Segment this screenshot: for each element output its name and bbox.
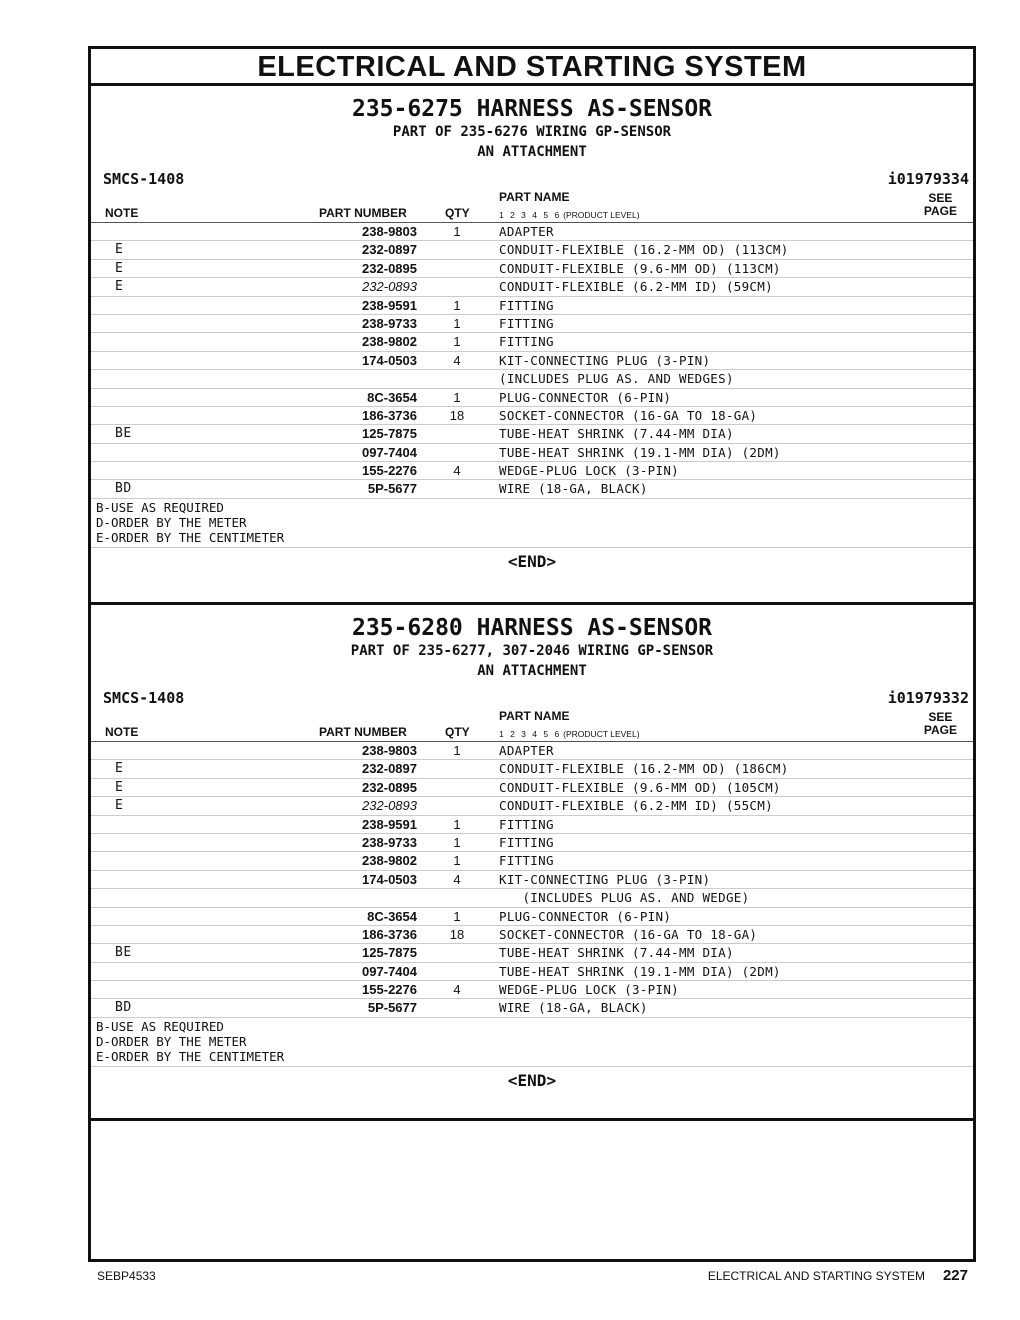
row-part-number: 238-9733 [362, 834, 417, 850]
row-part-number: 186-3736 [362, 407, 417, 423]
row-part-name: FITTING [499, 816, 554, 832]
note-line: B-USE AS REQUIRED [96, 1018, 224, 1034]
row-part-name: FITTING [499, 297, 554, 313]
row-part-name: (INCLUDES PLUG AS. AND WEDGES) [499, 371, 734, 387]
column-header [91, 190, 973, 223]
table-row [91, 889, 973, 907]
row-note: E [115, 260, 124, 276]
row-part-name: ADAPTER [499, 743, 554, 758]
row-part-name: KIT-CONNECTING PLUG (3-PIN) [499, 871, 711, 887]
footer-section-title: ELECTRICAL AND STARTING SYSTEM [707, 1269, 925, 1283]
col-qty: QTY [445, 206, 470, 220]
row-part-name: ADAPTER [499, 224, 554, 239]
row-part-name: WIRE (18-GA, BLACK) [499, 1000, 648, 1016]
row-note: E [115, 798, 124, 814]
table-row [91, 742, 973, 760]
row-part-number: 155-2276 [362, 982, 417, 998]
table-row [91, 852, 973, 870]
row-part-number: 238-9802 [362, 853, 417, 869]
table-row [91, 297, 973, 315]
page-title: ELECTRICAL AND STARTING SYSTEM [91, 49, 973, 86]
row-part-name: CONDUIT-FLEXIBLE (16.2-MM OD) (186CM) [499, 761, 789, 777]
parts-table [91, 742, 973, 1018]
section-header [91, 86, 973, 162]
harness-section [91, 605, 973, 1121]
end-marker: <END> [507, 1070, 557, 1090]
row-part-name: TUBE-HEAT SHRINK (7.44-MM DIA) [499, 945, 734, 961]
row-part-name: FITTING [499, 834, 554, 850]
row-part-number: 238-9803 [362, 224, 417, 239]
table-row [91, 908, 973, 926]
row-qty: 1 [453, 224, 461, 239]
row-part-number: 232-0897 [362, 761, 417, 777]
col-note: NOTE [105, 725, 139, 739]
smcs-row [91, 162, 973, 190]
row-part-name: PLUG-CONNECTOR (6-PIN) [499, 389, 672, 405]
harness-section [91, 86, 973, 605]
table-row [91, 779, 973, 797]
row-part-number: 174-0503 [362, 871, 417, 887]
row-part-number: 238-9591 [362, 816, 417, 832]
section-title: 235-6275 HARNESS AS-SENSOR [351, 96, 713, 122]
table-row [91, 797, 973, 815]
row-qty: 1 [453, 297, 461, 313]
row-part-name: TUBE-HEAT SHRINK (19.1-MM DIA) (2DM) [499, 963, 781, 979]
row-part-number: 125-7875 [362, 945, 417, 961]
row-qty: 1 [453, 908, 461, 924]
smcs-row [91, 681, 973, 709]
document-id: SEBP4533 [97, 1269, 156, 1283]
row-part-number: 238-9591 [362, 297, 417, 313]
table-row [91, 223, 973, 241]
table-row [91, 370, 973, 388]
table-row [91, 389, 973, 407]
row-note: E [115, 242, 124, 258]
row-part-number: 232-0893 [362, 798, 417, 814]
notes-legend [91, 499, 973, 548]
row-part-number: 174-0503 [362, 352, 417, 368]
table-row [91, 260, 973, 278]
row-note: E [115, 761, 124, 777]
smcs-code: SMCS-1408 [103, 170, 185, 188]
row-qty: 1 [453, 315, 461, 331]
row-part-name: FITTING [499, 334, 554, 350]
table-row [91, 816, 973, 834]
row-part-name: WEDGE-PLUG LOCK (3-PIN) [499, 463, 679, 479]
see-label: SEE [928, 710, 953, 724]
page-frame [88, 46, 976, 1262]
row-part-number: 125-7875 [362, 426, 417, 442]
row-part-name: TUBE-HEAT SHRINK (19.1-MM DIA) (2DM) [499, 444, 781, 460]
row-part-name: PLUG-CONNECTOR (6-PIN) [499, 908, 672, 924]
product-level-label: (PRODUCT LEVEL) [563, 729, 640, 739]
table-row [91, 352, 973, 370]
col-product-levels [499, 729, 640, 739]
col-note: NOTE [105, 206, 139, 220]
section-attachment: AN ATTACHMENT [477, 663, 587, 679]
table-row [91, 315, 973, 333]
col-qty: QTY [445, 725, 470, 739]
row-part-number: 155-2276 [362, 463, 417, 479]
col-part-number: PART NUMBER [319, 725, 407, 739]
table-row [91, 444, 973, 462]
illustration-ref: i01979334 [887, 170, 969, 188]
row-qty: 1 [453, 743, 461, 758]
section-header [91, 605, 973, 681]
row-part-name: TUBE-HEAT SHRINK (7.44-MM DIA) [499, 426, 734, 442]
row-qty: 18 [449, 407, 465, 423]
row-qty: 4 [453, 352, 461, 368]
page-number: 227 [942, 1267, 968, 1284]
smcs-code: SMCS-1408 [103, 689, 185, 707]
note-line: E-ORDER BY THE CENTIMETER [96, 529, 285, 545]
notes-legend [91, 1018, 973, 1067]
row-part-name: CONDUIT-FLEXIBLE (6.2-MM ID) (59CM) [499, 279, 773, 295]
row-part-name: (INCLUDES PLUG AS. AND WEDGE) [499, 890, 750, 906]
row-note: BD [115, 481, 132, 497]
row-qty: 1 [453, 334, 461, 350]
illustration-ref: i01979332 [887, 689, 969, 707]
footer-right [708, 1266, 968, 1286]
table-row [91, 999, 973, 1017]
col-product-levels [499, 210, 640, 220]
section-title: 235-6280 HARNESS AS-SENSOR [351, 615, 713, 641]
table-row [91, 278, 973, 296]
col-see-page [924, 711, 957, 737]
note-line: D-ORDER BY THE METER [96, 1033, 247, 1049]
row-qty: 4 [453, 463, 461, 479]
row-qty: 1 [453, 389, 461, 405]
row-part-name: SOCKET-CONNECTOR (16-GA TO 18-GA) [499, 407, 758, 423]
table-row [91, 480, 973, 498]
section-attachment: AN ATTACHMENT [477, 144, 587, 160]
row-part-number: 238-9802 [362, 334, 417, 350]
note-line: E-ORDER BY THE CENTIMETER [96, 1048, 285, 1064]
table-row [91, 834, 973, 852]
row-qty: 1 [453, 834, 461, 850]
row-part-number: 097-7404 [362, 963, 417, 979]
page-footer [97, 1266, 968, 1286]
parts-table [91, 223, 973, 499]
row-part-name: WIRE (18-GA, BLACK) [499, 481, 648, 497]
table-row [91, 981, 973, 999]
row-note: E [115, 279, 124, 295]
row-part-number: 232-0893 [362, 279, 417, 295]
row-qty: 1 [453, 816, 461, 832]
table-row [91, 871, 973, 889]
row-part-name: FITTING [499, 315, 554, 331]
section-part-of: PART OF 235-6276 WIRING GP-SENSOR [392, 124, 672, 140]
table-row [91, 333, 973, 351]
page-label: PAGE [923, 204, 957, 218]
row-note: BE [115, 426, 132, 442]
row-qty: 4 [453, 871, 461, 887]
level-numbers: 1 2 3 4 5 6 [499, 210, 560, 220]
note-line: D-ORDER BY THE METER [96, 514, 247, 530]
row-part-name: FITTING [499, 853, 554, 869]
col-part-number: PART NUMBER [319, 206, 407, 220]
row-part-number: 238-9803 [362, 743, 417, 758]
row-part-name: CONDUIT-FLEXIBLE (6.2-MM ID) (55CM) [499, 798, 773, 814]
table-row [91, 241, 973, 259]
note-line: B-USE AS REQUIRED [96, 499, 224, 515]
table-row [91, 760, 973, 778]
table-row [91, 407, 973, 425]
row-part-number: 097-7404 [362, 444, 417, 460]
row-part-number: 8C-3654 [367, 389, 417, 405]
col-see-page [924, 192, 957, 218]
product-level-label: (PRODUCT LEVEL) [563, 210, 640, 220]
row-part-number: 232-0895 [362, 779, 417, 795]
table-row [91, 462, 973, 480]
end-marker: <END> [507, 551, 557, 571]
see-label: SEE [928, 191, 953, 205]
row-part-number: 238-9733 [362, 315, 417, 331]
section-part-of: PART OF 235-6277, 307-2046 WIRING GP-SENSOR [350, 643, 714, 659]
row-part-number: 232-0895 [362, 260, 417, 276]
row-part-name: WEDGE-PLUG LOCK (3-PIN) [499, 982, 679, 998]
table-row [91, 963, 973, 981]
row-part-name: CONDUIT-FLEXIBLE (9.6-MM OD) (105CM) [499, 779, 781, 795]
row-part-number: 186-3736 [362, 926, 417, 942]
row-part-number: 5P-5677 [367, 1000, 417, 1016]
col-part-name: PART NAME [499, 190, 570, 204]
col-part-name: PART NAME [499, 709, 570, 723]
row-part-number: 5P-5677 [367, 481, 417, 497]
row-part-name: CONDUIT-FLEXIBLE (9.6-MM OD) (113CM) [499, 260, 781, 276]
row-note: E [115, 779, 124, 795]
row-part-name: CONDUIT-FLEXIBLE (16.2-MM OD) (113CM) [499, 242, 789, 258]
row-part-name: SOCKET-CONNECTOR (16-GA TO 18-GA) [499, 926, 758, 942]
row-note: BE [115, 945, 132, 961]
row-qty: 4 [453, 982, 461, 998]
page-label: PAGE [923, 723, 957, 737]
row-part-name: KIT-CONNECTING PLUG (3-PIN) [499, 352, 711, 368]
column-header [91, 709, 973, 742]
table-row [91, 926, 973, 944]
table-row [91, 944, 973, 962]
level-numbers: 1 2 3 4 5 6 [499, 729, 560, 739]
row-part-number: 232-0897 [362, 242, 417, 258]
table-row [91, 425, 973, 443]
row-part-number: 8C-3654 [367, 908, 417, 924]
row-qty: 18 [449, 926, 465, 942]
row-qty: 1 [453, 853, 461, 869]
row-note: BD [115, 1000, 132, 1016]
